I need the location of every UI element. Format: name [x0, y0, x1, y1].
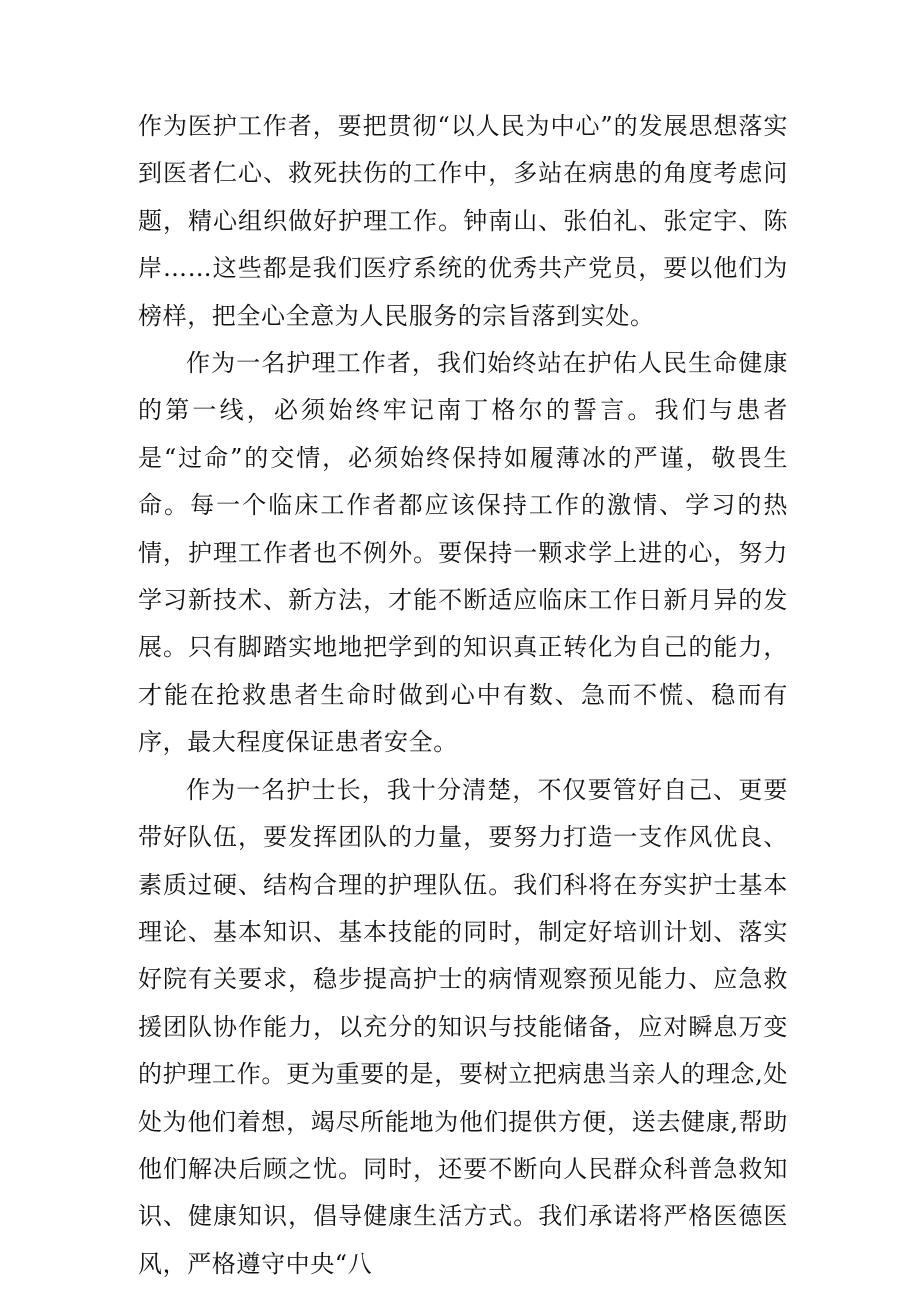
document-body [138, 103, 788, 1288]
paragraph-3: 作为一名护士长，我十分清楚，不仅要管好自己、更要带好队伍，要发挥团队的力量，要努力打造一支作风优良、素质过硬、结构合理的护理队伍。我们科将在夯实护士基本理论、基本知识、基本技能的同时，制定好培训计划、落实好院有关要求，稳步提高护士的病情观察预见能力、应急救援团队协作能力，以充分的知识与技能储备，应对瞬息万变的护理工作。更为重要的是，要树立把病患当亲人的理念,处处为他们着想，竭尽所能地为他们提供方便，送去健康,帮助他们解决后顾之忧。同时，还要不断向人民群众科普急救知识、健康知识，倡导健康生活方式。我们承诺将严格医德医风，严格遵守中央“八 [138, 775, 788, 1278]
paragraph-2: 作为一名护理工作者，我们始终站在护佑人民生命健康的第一线，必须始终牢记南丁格尔的誓言。我们与患者是“过命”的交情，必须始终保持如履薄冰的严谨，敬畏生命。每一个临床工作者都应该保持工作的激情、学习的热情，护理工作者也不例外。要保持一颗求学上进的心，努力学习新技术、新方法，才能不断适应临床工作日新月异的发展。只有脚踏实地地把学到的知识真正转化为自己的能力，才能在抢救患者生命时做到心中有数、急而不慌、稳而有序，最大程度保证患者安全。 [138, 349, 788, 757]
paragraph-1: 作为医护工作者，要把贯彻“以人民为中心”的发展思想落实到医者仁心、救死扶伤的工作中，多站在病患的角度考虑问题，精心组织做好护理工作。钟南山、张伯礼、张定宇、陈岸……这些都是我们医疗系统的优秀共产党员，要以他们为榜样，把全心全意为人民服务的宗旨落到实处。 [138, 112, 788, 330]
